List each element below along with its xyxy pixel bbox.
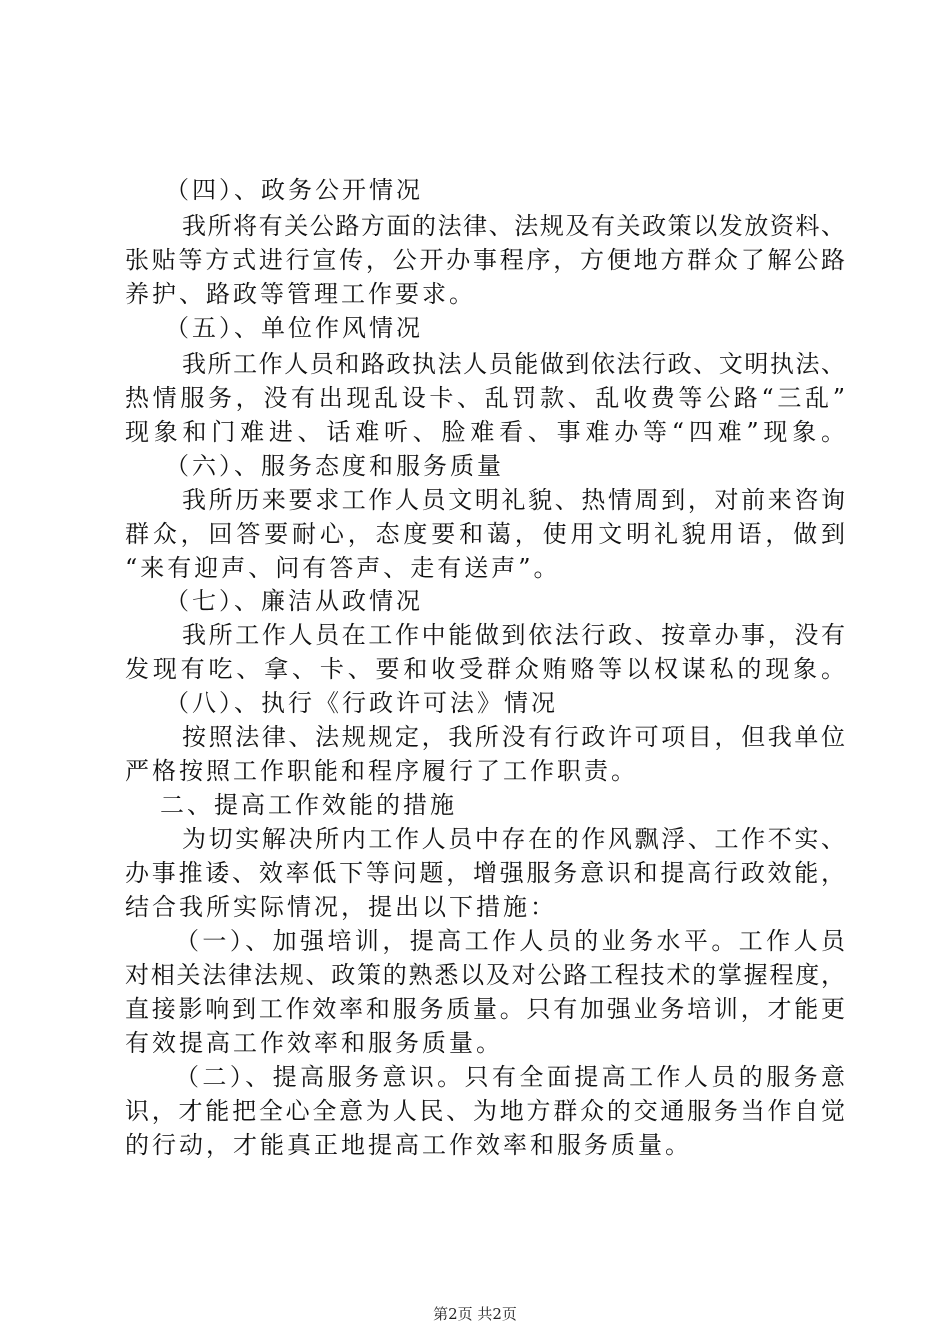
paragraph-line: 现象和门难进、话难听、脸难看、事难办等“四难”现象。	[125, 418, 845, 446]
paragraph-line: 识，才能把全心全意为人民、为地方群众的交通服务当作自觉	[125, 1097, 845, 1125]
section-heading-8: （八）、执行《行政许可法》情况	[165, 689, 558, 717]
paragraph-line: 对相关法律法规、政策的熟悉以及对公路工程技术的掌握程度，	[125, 961, 845, 989]
paragraph-line: 严格按照工作职能和程序履行了工作职责。	[125, 757, 638, 785]
paragraph-line: 发现有吃、拿、卡、要和收受群众贿赂等以权谋私的现象。	[125, 655, 845, 683]
paragraph-line: 办事推诿、效率低下等问题，增强服务意识和提高行政效能，	[125, 859, 845, 887]
paragraph-line: 直接影响到工作效率和服务质量。只有加强业务培训，才能更	[125, 995, 845, 1023]
section-heading-7: （七）、廉洁从政情况	[165, 587, 423, 615]
paragraph-line: 我所工作人员在工作中能做到依法行政、按章办事，没有	[182, 621, 845, 649]
paragraph-line: 我所工作人员和路政执法人员能做到依法行政、文明执法、	[182, 350, 845, 378]
paragraph-line: 张贴等方式进行宣传，公开办事程序，方便地方群众了解公路	[125, 246, 845, 274]
page-number-footer: 第2页 共2页	[433, 1305, 517, 1323]
paragraph-line: 结合我所实际情况，提出以下措施：	[125, 893, 557, 921]
section-heading-4: （四）、政务公开情况	[165, 176, 423, 204]
chapter-heading-2: 二、提高工作效能的措施	[160, 791, 457, 819]
section-heading-6: （六）、服务态度和服务质量	[165, 452, 504, 480]
paragraph-line: 热情服务，没有出现乱设卡、乱罚款、乱收费等公路“三乱”	[125, 384, 845, 412]
paragraph-line: 我所历来要求工作人员文明礼貌、热情周到，对前来咨询	[182, 486, 845, 514]
paragraph-line: 按照法律、法规规定，我所没有行政许可项目，但我单位	[182, 723, 845, 751]
paragraph-line: 的行动，才能真正地提高工作效率和服务质量。	[125, 1131, 692, 1159]
paragraph-line: “来有迎声、问有答声、走有送声”。	[125, 554, 561, 582]
paragraph-line: 群众，回答要耐心，态度要和蔼，使用文明礼貌用语，做到	[125, 520, 845, 548]
measure-2-line: （二）、提高服务意识。只有全面提高工作人员的服务意	[175, 1063, 845, 1091]
paragraph-line: 为切实解决所内工作人员中存在的作风飘浮、工作不实、	[182, 825, 845, 853]
paragraph-line: 我所将有关公路方面的法律、法规及有关政策以发放资料、	[182, 212, 845, 240]
paragraph-line: 养护、路政等管理工作要求。	[125, 280, 476, 308]
section-heading-5: （五）、单位作风情况	[165, 314, 423, 342]
measure-1-line: （一）、加强培训，提高工作人员的业务水平。工作人员	[175, 927, 845, 955]
paragraph-line: 有效提高工作效率和服务质量。	[125, 1029, 503, 1057]
